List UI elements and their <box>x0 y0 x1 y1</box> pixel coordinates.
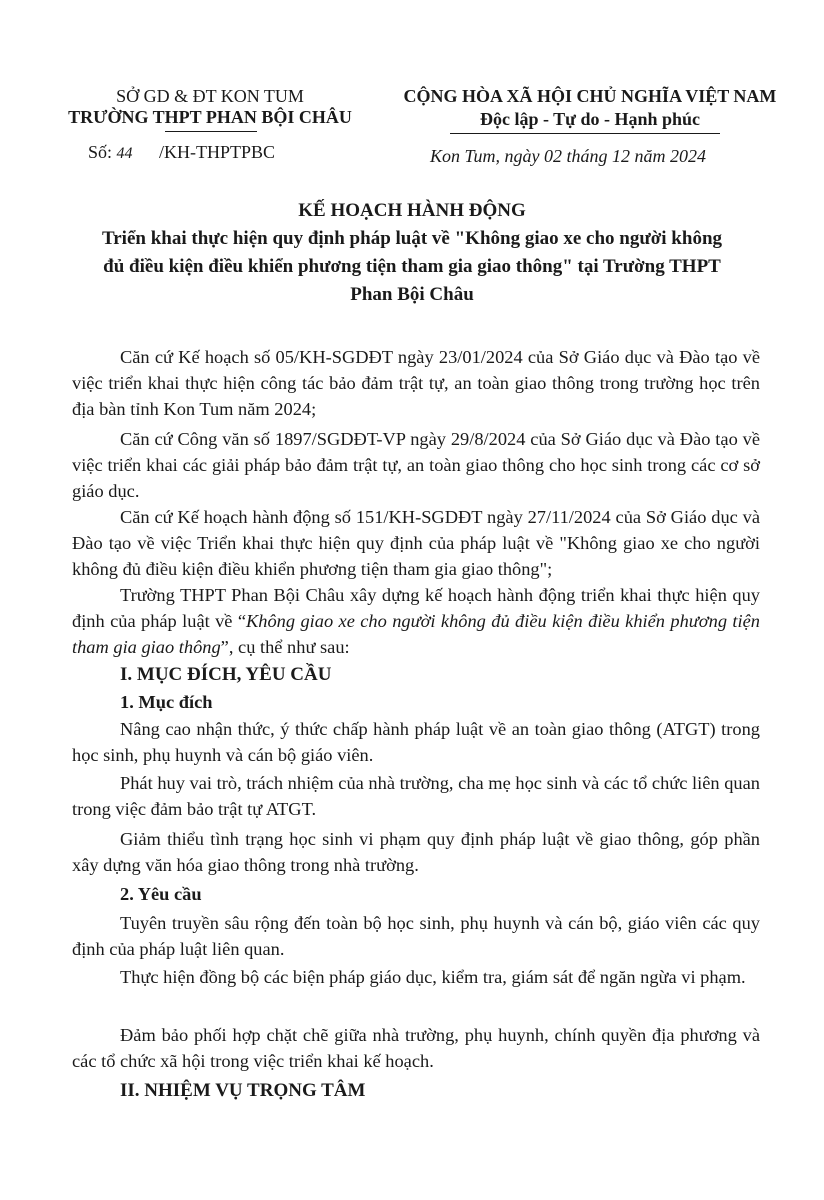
school-underline <box>165 131 257 132</box>
purpose-item-3: Giảm thiểu tình trạng học sinh vi phạm quy định pháp luật về giao thông, góp phần xây dựng văn hóa giao thông trong nhà trường. <box>72 829 760 875</box>
intro-paragraph <box>72 582 760 660</box>
section-2-heading: II. NHIỆM VỤ TRỌNG TÂM <box>120 1080 366 1101</box>
purpose-item-2: Phát huy vai trò, trách nhiệm của nhà trường, cha mẹ học sinh và các tổ chức liên quan trong việc đảm bảo trật tự ATGT. <box>72 773 760 819</box>
document-subtitle-line-3: Phan Bội Châu <box>350 284 474 305</box>
purpose-item-1: Nâng cao nhận thức, ý thức chấp hành pháp luật về an toàn giao thông (ATGT) trong học sinh, phụ huynh và cán bộ giáo viên. <box>72 719 760 765</box>
national-motto: Độc lập - Tự do - Hạnh phúc <box>479 109 701 129</box>
country-name: CỘNG HÒA XÃ HỘI CHỦ NGHĨA VIỆT NAM <box>403 86 777 106</box>
number-suffix: /KH-THPTPBC <box>159 142 276 162</box>
requirement-item-2: Thực hiện đồng bộ các biện pháp giáo dục, kiểm tra, giám sát để ngăn ngừa vi phạm. <box>120 967 746 987</box>
basis-paragraph-3: Căn cứ Kế hoạch hành động số 151/KH-SGDĐT ngày 27/11/2024 của Sở Giáo dục và Đào tạo về việc Triển khai thực hiện quy định của pháp luật về "Không giao xe cho người không đủ điều kiện điều khiển phương tiện tham gia giao thông"; <box>72 507 760 579</box>
intro-text-after: ”, cụ thể như sau: <box>220 637 350 657</box>
issuing-agency: SỞ GD & ĐT KON TUM <box>116 86 304 106</box>
date-year: năm 2024 <box>634 146 707 166</box>
number-label: Số: <box>88 142 113 162</box>
basis-paragraph-2: Căn cứ Công văn số 1897/SGDĐT-VP ngày 29/8/2024 của Sở Giáo dục và Đào tạo về việc triển khai các giải pháp bảo đảm trật tự, an toàn giao thông cho học sinh trong các cơ sở giáo dục. <box>72 429 760 501</box>
requirement-item-1: Tuyên truyền sâu rộng đến toàn bộ học sinh, phụ huynh và cán bộ, giáo viên các quy định của pháp luật liên quan. <box>72 913 760 959</box>
intro-text-before: Trường THPT Phan Bội Châu xây dựng kế hoạch hành động triển khai thực hiện quy định của pháp luật về “ <box>72 585 760 631</box>
date-day: 02 <box>544 146 563 166</box>
section-1-1-heading: 1. Mục đích <box>120 692 213 712</box>
document-subtitle-line-1: Triển khai thực hiện quy định pháp luật về "Không giao xe cho người không <box>101 228 723 249</box>
document-title: KẾ HOẠCH HÀNH ĐỘNG <box>298 200 526 221</box>
school-name: TRƯỜNG THPT PHAN BỘI CHÂU <box>68 107 352 127</box>
motto-underline <box>450 133 720 134</box>
intro-text-italic: Không giao xe cho người không đủ điều kiện điều khiển phương tiện tham gia giao thông <box>72 611 760 657</box>
date-month-label: tháng <box>566 146 608 166</box>
date-place: Kon Tum, ngày <box>430 146 540 166</box>
number-value: 44 <box>116 145 133 162</box>
document-number <box>88 142 275 163</box>
section-1-heading: I. MỤC ĐÍCH, YÊU CẦU <box>120 664 332 685</box>
basis-paragraph-1: Căn cứ Kế hoạch số 05/KH-SGDĐT ngày 23/01/2024 của Sở Giáo dục và Đào tạo về việc triển khai thực hiện công tác bảo đảm trật tự, an toàn giao thông trong trường học trên địa bàn tỉnh Kon Tum năm 2024; <box>72 347 760 419</box>
document-subtitle-line-2: đủ điều kiện điều khiển phương tiện tham gia giao thông" tại Trường THPT <box>103 256 721 277</box>
section-1-2-heading: 2. Yêu cầu <box>120 884 202 904</box>
date-month: 12 <box>612 146 631 166</box>
requirement-item-3: Đảm bảo phối hợp chặt chẽ giữa nhà trường, phụ huynh, chính quyền địa phương và các tổ chức xã hội trong việc triển khai kế hoạch. <box>72 1025 760 1071</box>
issue-date <box>430 146 706 167</box>
